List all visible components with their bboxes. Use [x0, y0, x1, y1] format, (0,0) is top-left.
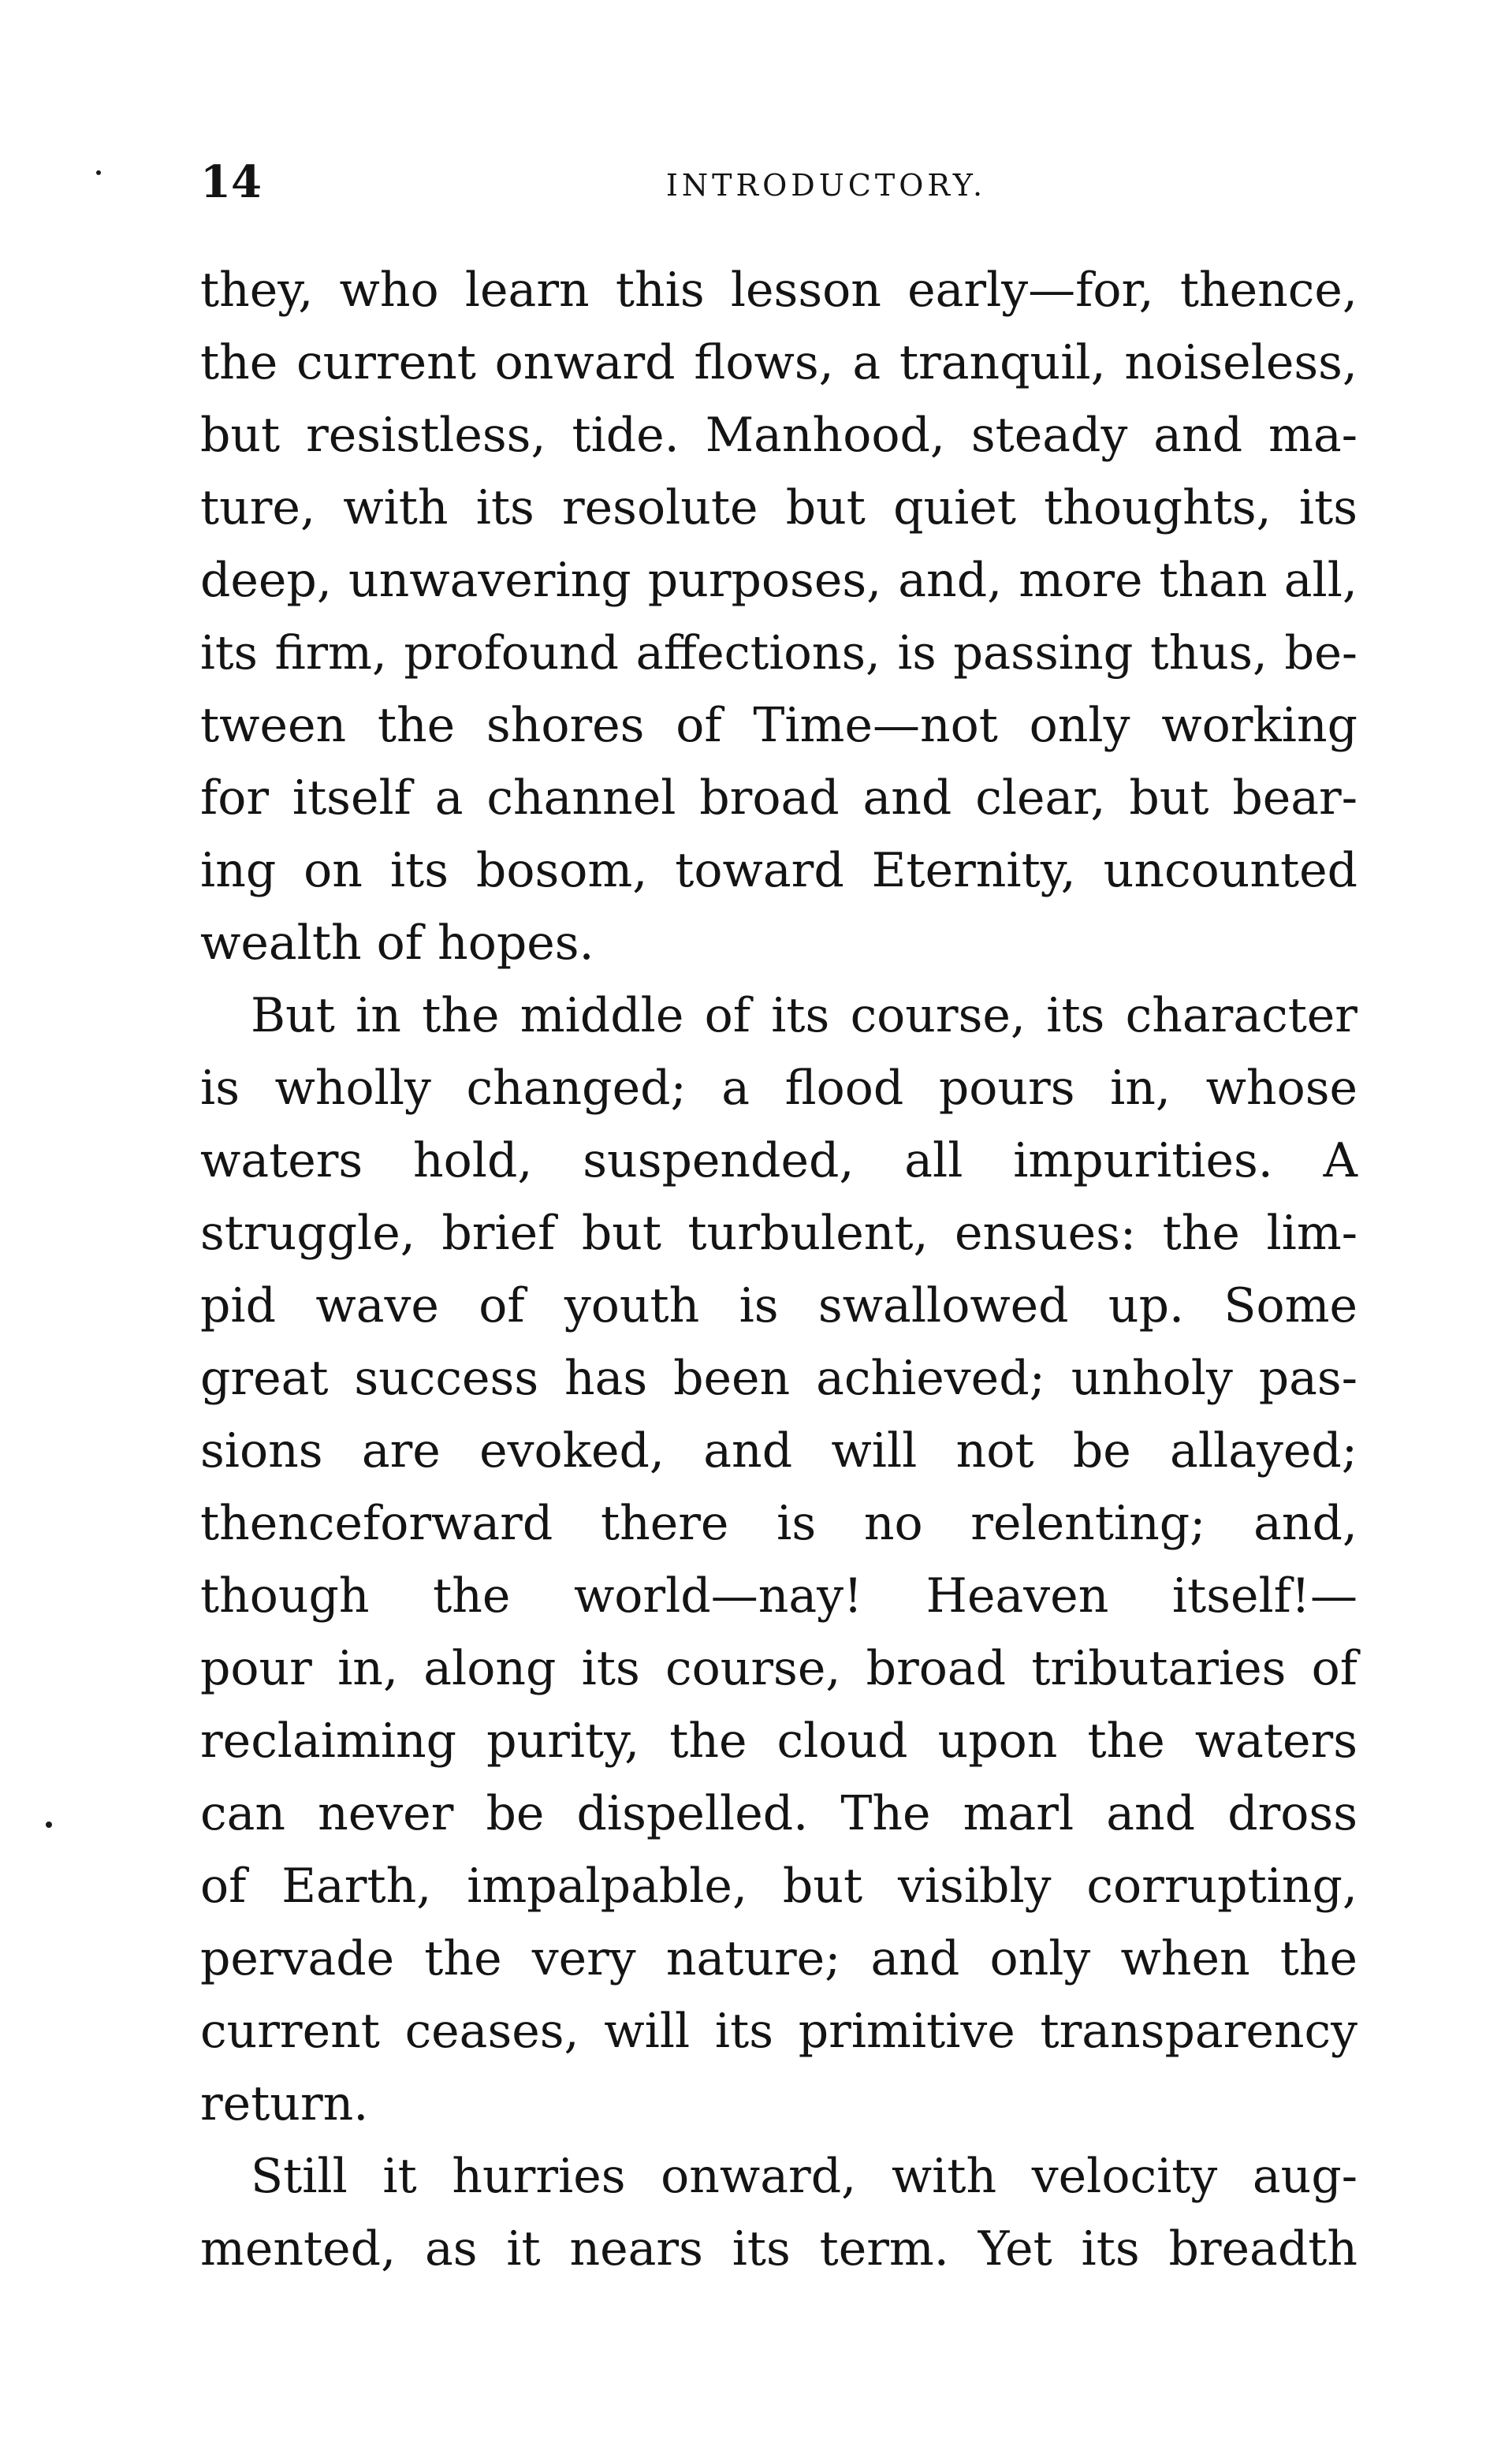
text-line: struggle, brief but turbulent, ensues: the lim- [200, 1206, 1357, 1261]
stray-ink-mark [96, 170, 101, 175]
text-line: ture, with its resolute but quiet thoughts, its [200, 480, 1357, 535]
text-line: can never be dispelled. The marl and dross [200, 1786, 1357, 1841]
running-title: INTRODUCTORY. [665, 168, 987, 203]
text-line: for itself a channel broad and clear, but bear- [200, 770, 1357, 826]
text-line: mented, as it nears its term. Yet its breadth [200, 2221, 1357, 2277]
text-line: ing on its bosom, toward Eternity, uncounted [200, 843, 1357, 898]
text-line: pour in, along its course, broad tributaries of [200, 1641, 1357, 1696]
text-line: waters hold, suspended, all impurities. A [200, 1133, 1357, 1188]
text-line: of Earth, impalpable, but visibly corrupting, [200, 1859, 1357, 1914]
text-line: its firm, profound affections, is passing thus, be- [200, 625, 1357, 680]
text-line: though the world—nay! Heaven itself!— [200, 1568, 1357, 1624]
text-line: return. [200, 2076, 369, 2131]
text-line: great success has been achieved; unholy pas- [200, 1351, 1357, 1406]
page-number: 14 [200, 156, 262, 208]
text-line: reclaiming purity, the cloud upon the waters [200, 1714, 1357, 1769]
text-line: current ceases, will its primitive transparency [200, 2004, 1357, 2059]
text-line: deep, unwavering purposes, and, more than all, [200, 553, 1357, 608]
text-line: they, who learn this lesson early—for, thence, [200, 263, 1357, 318]
text-line: the current onward flows, a tranquil, noiseless, [200, 335, 1357, 390]
text-line: thenceforward there is no relenting; and, [200, 1496, 1357, 1551]
body-text [200, 254, 1357, 2285]
text-line: pervade the very nature; and only when the [200, 1931, 1357, 1986]
running-head [200, 155, 1357, 210]
stray-ink-mark [46, 1822, 52, 1828]
text-line: is wholly changed; a flood pours in, whose [200, 1061, 1357, 1116]
text-line: tween the shores of Time—not only working [200, 698, 1357, 753]
text-line: sions are evoked, and will not be allayed; [200, 1423, 1357, 1479]
text-line: pid wave of youth is swallowed up. Some [200, 1278, 1357, 1333]
text-line: wealth of hopes. [200, 915, 594, 971]
text-line: but resistless, tide. Manhood, steady and ma- [200, 408, 1357, 463]
paragraph-first-line: Still it hurries onward, with velocity aug- [251, 2149, 1357, 2204]
paragraph-first-line: But in the middle of its course, its character [251, 988, 1357, 1043]
